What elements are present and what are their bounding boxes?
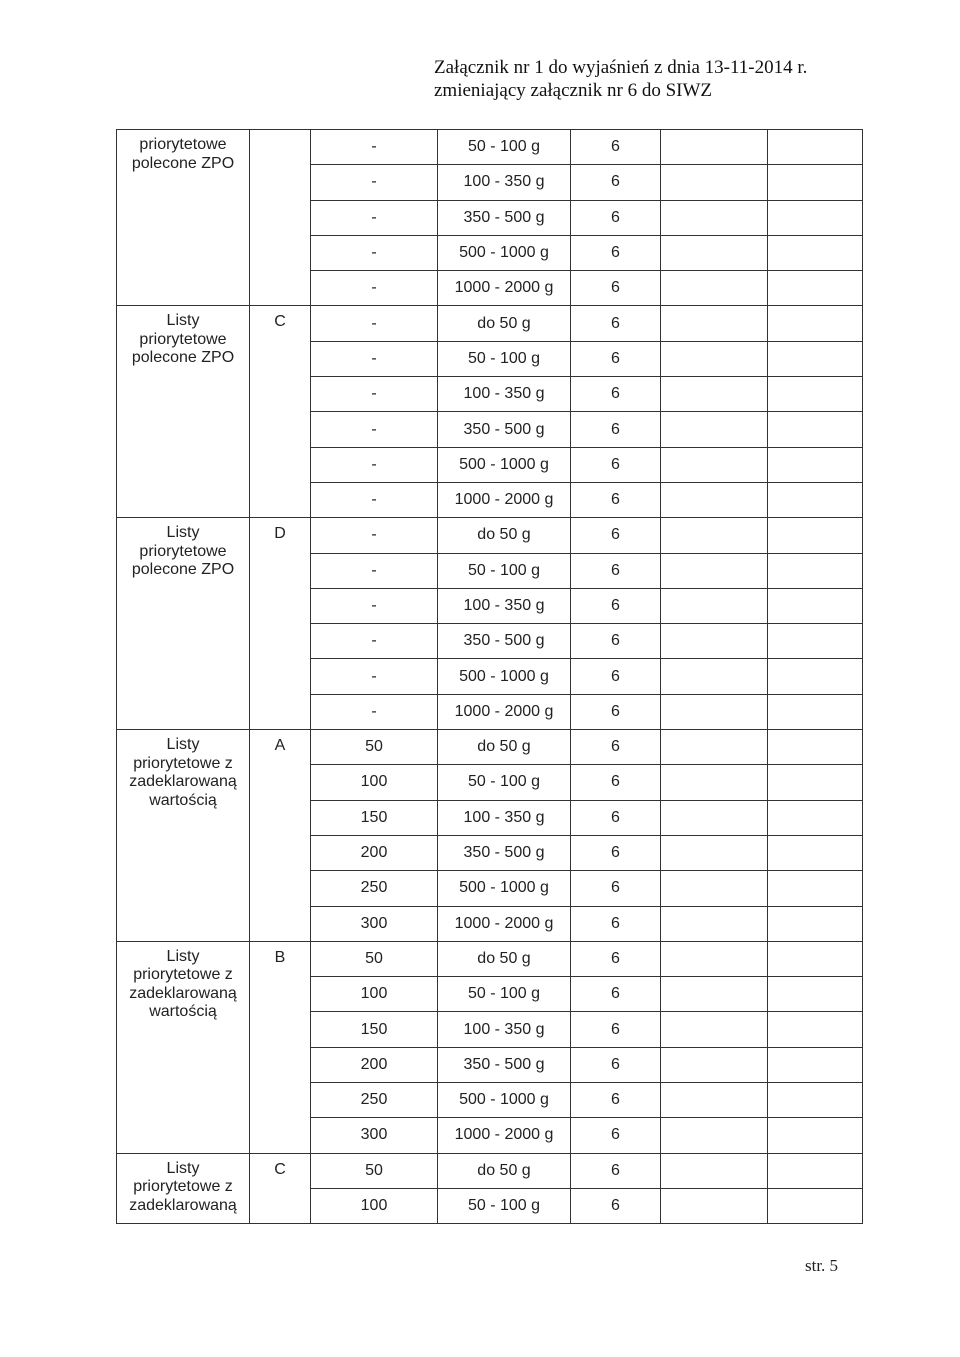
qty-cell: 6 [571,1153,661,1188]
weight-cell: 1000 - 2000 g [438,271,571,306]
empty-cell[interactable] [661,1153,768,1188]
empty-cell[interactable] [661,835,768,870]
empty-cell[interactable] [768,624,863,659]
price-cell: 50 [311,941,438,976]
qty-cell: 6 [571,588,661,623]
pricing-table [116,129,863,1224]
qty-cell: 6 [571,871,661,906]
empty-cell[interactable] [768,553,863,588]
empty-cell[interactable] [661,200,768,235]
empty-cell[interactable] [661,765,768,800]
empty-cell[interactable] [661,730,768,765]
group-cell: B [250,941,311,1153]
category-line: priorytetowe [139,136,227,153]
qty-cell: 6 [571,412,661,447]
category-line: polecone ZPO [131,561,235,579]
empty-cell[interactable] [768,271,863,306]
empty-cell[interactable] [661,412,768,447]
category-cell [117,518,250,730]
empty-cell[interactable] [661,1188,768,1223]
empty-cell[interactable] [661,553,768,588]
category-line: priorytetowe z [133,1178,233,1196]
price-cell: - [311,130,438,165]
table-row [117,730,863,765]
category-line: wartością [149,1003,217,1021]
price-cell: 200 [311,1047,438,1082]
weight-cell: 100 - 350 g [438,165,571,200]
price-cell: - [311,271,438,306]
group-cell: A [250,730,311,942]
weight-cell: 50 - 100 g [438,1188,571,1223]
empty-cell[interactable] [768,765,863,800]
empty-cell[interactable] [768,906,863,941]
qty-cell: 6 [571,1012,661,1047]
qty-cell: 6 [571,1083,661,1118]
qty-cell: 6 [571,482,661,517]
price-cell: - [311,165,438,200]
price-cell: 100 [311,977,438,1012]
table-row [117,1153,863,1188]
weight-cell: 50 - 100 g [438,130,571,165]
weight-cell: 500 - 1000 g [438,1083,571,1118]
price-cell: 300 [311,906,438,941]
group-cell: D [250,518,311,730]
empty-cell[interactable] [768,412,863,447]
group-cell: C [250,306,311,518]
price-cell: - [311,624,438,659]
empty-cell[interactable] [768,800,863,835]
weight-cell: 350 - 500 g [438,200,571,235]
category-cell [117,941,250,1153]
price-cell: 50 [311,1153,438,1188]
weight-cell: 1000 - 2000 g [438,906,571,941]
weight-cell: do 50 g [438,730,571,765]
empty-cell[interactable] [661,306,768,341]
qty-cell: 6 [571,165,661,200]
empty-cell[interactable] [768,518,863,553]
price-cell: - [311,235,438,270]
empty-cell[interactable] [661,941,768,976]
weight-cell: 500 - 1000 g [438,659,571,694]
empty-cell[interactable] [661,518,768,553]
qty-cell: 6 [571,765,661,800]
category-line: polecone ZPO [131,154,235,172]
price-cell: 300 [311,1118,438,1153]
group-cell [250,130,311,306]
weight-cell: 1000 - 2000 g [438,694,571,729]
category-line: zadeklarowaną [129,984,237,1002]
category-line: priorytetowe [139,330,227,348]
price-cell: - [311,341,438,376]
table-row [117,130,863,165]
header-line-1: Załącznik nr 1 do wyjaśnień z dnia 13-11-2014 r. [434,57,808,78]
price-cell: 150 [311,1012,438,1047]
category-line: wartością [149,791,217,809]
price-cell: 100 [311,765,438,800]
empty-cell[interactable] [768,1012,863,1047]
empty-cell[interactable] [768,977,863,1012]
weight-cell: 100 - 350 g [438,377,571,412]
qty-cell: 6 [571,694,661,729]
empty-cell[interactable] [661,130,768,165]
empty-cell[interactable] [768,165,863,200]
empty-cell[interactable] [768,871,863,906]
empty-cell[interactable] [768,694,863,729]
category-line: Listy [166,736,200,754]
empty-cell[interactable] [768,235,863,270]
weight-cell: 50 - 100 g [438,765,571,800]
empty-cell[interactable] [768,1188,863,1223]
empty-cell[interactable] [661,1118,768,1153]
qty-cell: 6 [571,377,661,412]
empty-cell[interactable] [768,659,863,694]
empty-cell[interactable] [661,624,768,659]
category-cell [117,130,250,306]
empty-cell[interactable] [768,1047,863,1082]
empty-cell[interactable] [661,165,768,200]
qty-cell: 6 [571,624,661,659]
empty-cell[interactable] [661,377,768,412]
category-line: zadeklarowaną [129,1196,237,1214]
price-cell: 250 [311,871,438,906]
qty-cell: 6 [571,518,661,553]
qty-cell: 6 [571,1188,661,1223]
weight-cell: 500 - 1000 g [438,235,571,270]
category-line: zadeklarowaną [129,773,237,791]
weight-cell: 50 - 100 g [438,341,571,376]
price-cell: - [311,377,438,412]
header-line-2: zmieniający załącznik nr 6 do SIWZ [434,80,713,101]
table-row [117,941,863,976]
qty-cell: 6 [571,1118,661,1153]
weight-cell: 350 - 500 g [438,835,571,870]
qty-cell: 6 [571,941,661,976]
weight-cell: 350 - 500 g [438,1047,571,1082]
empty-cell[interactable] [661,977,768,1012]
price-cell: - [311,553,438,588]
empty-cell[interactable] [661,906,768,941]
empty-cell[interactable] [768,1153,863,1188]
weight-cell: do 50 g [438,941,571,976]
category-line: polecone ZPO [131,349,235,367]
qty-cell: 6 [571,235,661,270]
category-cell [117,1153,250,1224]
empty-cell[interactable] [661,447,768,482]
category-cell [117,730,250,942]
empty-cell[interactable] [661,659,768,694]
price-cell: 250 [311,1083,438,1118]
qty-cell: 6 [571,553,661,588]
qty-cell: 6 [571,977,661,1012]
weight-cell: 100 - 350 g [438,800,571,835]
qty-cell: 6 [571,130,661,165]
qty-cell: 6 [571,1047,661,1082]
weight-cell: do 50 g [438,306,571,341]
price-cell: - [311,518,438,553]
qty-cell: 6 [571,800,661,835]
empty-cell[interactable] [661,871,768,906]
qty-cell: 6 [571,659,661,694]
qty-cell: 6 [571,200,661,235]
qty-cell: 6 [571,306,661,341]
price-cell: - [311,482,438,517]
category-line: priorytetowe z [133,754,233,772]
empty-cell[interactable] [768,377,863,412]
empty-cell[interactable] [661,341,768,376]
price-cell: 50 [311,730,438,765]
group-cell: C [250,1153,311,1224]
empty-cell[interactable] [768,1083,863,1118]
price-cell: - [311,659,438,694]
qty-cell: 6 [571,271,661,306]
empty-cell[interactable] [661,1012,768,1047]
empty-cell[interactable] [768,941,863,976]
category-cell [117,306,250,518]
empty-cell[interactable] [768,306,863,341]
price-cell: 200 [311,835,438,870]
empty-cell[interactable] [661,482,768,517]
empty-cell[interactable] [768,588,863,623]
price-cell: - [311,306,438,341]
table-row [117,518,863,553]
empty-cell[interactable] [661,1047,768,1082]
document-header [434,56,807,102]
weight-cell: 50 - 100 g [438,553,571,588]
empty-cell[interactable] [661,1083,768,1118]
price-cell: - [311,200,438,235]
qty-cell: 6 [571,447,661,482]
empty-cell[interactable] [768,200,863,235]
table-row [117,306,863,341]
qty-cell: 6 [571,835,661,870]
price-cell: 150 [311,800,438,835]
qty-cell: 6 [571,730,661,765]
page-number: str. 5 [805,1256,839,1275]
price-cell: - [311,588,438,623]
weight-cell: 500 - 1000 g [438,447,571,482]
empty-cell[interactable] [768,482,863,517]
weight-cell: 350 - 500 g [438,412,571,447]
empty-cell[interactable] [661,235,768,270]
weight-cell: 1000 - 2000 g [438,482,571,517]
empty-cell[interactable] [661,271,768,306]
qty-cell: 6 [571,341,661,376]
empty-cell[interactable] [661,800,768,835]
empty-cell[interactable] [768,1118,863,1153]
price-cell: - [311,412,438,447]
price-cell: - [311,447,438,482]
empty-cell[interactable] [768,835,863,870]
weight-cell: 50 - 100 g [438,977,571,1012]
category-line: Listy [166,312,200,330]
price-cell: - [311,694,438,729]
empty-cell[interactable] [661,588,768,623]
weight-cell: 100 - 350 g [438,1012,571,1047]
empty-cell[interactable] [768,730,863,765]
empty-cell[interactable] [768,447,863,482]
weight-cell: do 50 g [438,1153,571,1188]
empty-cell[interactable] [768,341,863,376]
weight-cell: 350 - 500 g [438,624,571,659]
category-line: Listy [166,947,200,965]
weight-cell: do 50 g [438,518,571,553]
empty-cell[interactable] [768,130,863,165]
price-cell: 100 [311,1188,438,1223]
category-line: priorytetowe [139,542,227,560]
weight-cell: 500 - 1000 g [438,871,571,906]
weight-cell: 100 - 350 g [438,588,571,623]
category-line: Listy [166,524,200,542]
category-line: priorytetowe z [133,966,233,984]
empty-cell[interactable] [661,694,768,729]
qty-cell: 6 [571,906,661,941]
weight-cell: 1000 - 2000 g [438,1118,571,1153]
category-line: Listy [166,1159,200,1177]
